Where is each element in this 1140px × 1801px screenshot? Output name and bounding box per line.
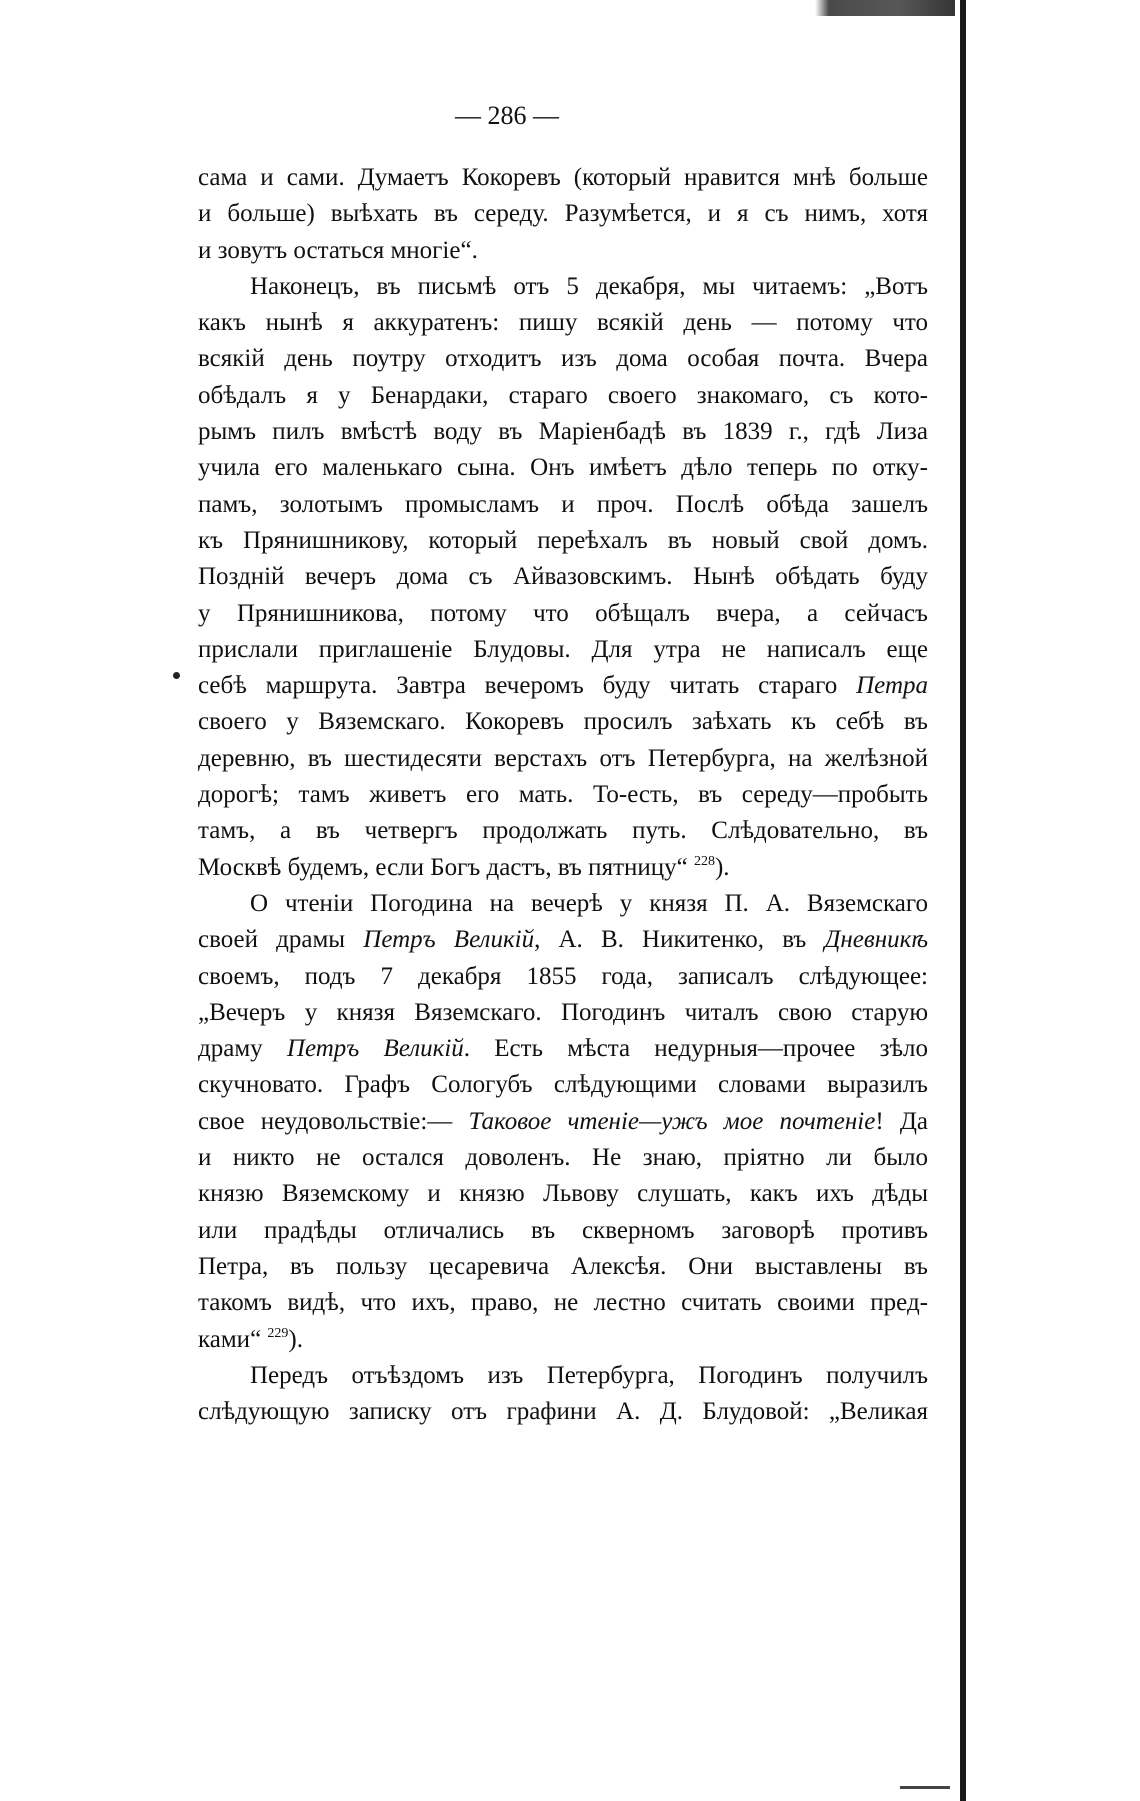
text-line [198, 668, 928, 704]
italic-diary: Дневникѣ [824, 926, 929, 954]
text-line: скучновато. Графъ Сологубъ слѣдующими словами выразилъ [198, 1071, 928, 1099]
text-segment: свое неудовольствіе:— [198, 1107, 469, 1135]
text-line: и больше) выѣхать въ середу. Разумѣется, и я съ нимъ, хотя [198, 200, 928, 228]
footnote-ref-228: 228 [693, 853, 715, 869]
text-line: и зовутъ остаться многіе“. [198, 236, 478, 264]
text-line: своего у Вяземскаго. Кокоревъ просилъ заѣхать къ себѣ въ [198, 708, 928, 736]
paragraph-2 [198, 269, 928, 886]
italic-title-petra: Петра [856, 672, 928, 700]
text-line: Передъ отъѣздомъ изъ Петербурга, Погодинъ получилъ [250, 1361, 928, 1389]
text-line: О чтеніи Погодина на вечерѣ у князя П. А. Вяземскаго [250, 889, 928, 917]
text-line: обѣдалъ я у Бенардаки, стараго своего знакомаго, съ кото- [198, 381, 928, 409]
text-line: сама и сами. Думаетъ Кокоревъ (который нравится мнѣ больше [198, 164, 928, 191]
text-line: дорогѣ; тамъ живетъ его мать. То-есть, въ середу—пробыть [198, 781, 928, 809]
text-segment: себѣ маршрута. Завтра вечеромъ буду читать стараго [198, 672, 857, 700]
text-line: Петра, въ пользу цесаревича Алексѣя. Они выставлены въ [198, 1252, 928, 1280]
text-line: или прадѣды отличались въ скверномъ заговорѣ противъ [198, 1216, 928, 1244]
text-line: и никто не остался доволенъ. Не знаю, пріятно ли было [198, 1144, 928, 1172]
text-line: у Прянишникова, потому что обѣщалъ вчера, а сейчасъ [198, 599, 928, 627]
italic-quote: Таковое чтеніе—ужъ мое почтеніе [468, 1107, 876, 1135]
paragraph-3 [198, 886, 928, 1358]
text-line: учила его маленькаго сына. Онъ имѣетъ дѣло теперь по отку- [198, 454, 928, 482]
scan-artifact-bottom [900, 1786, 950, 1789]
text-segment: ). [714, 853, 730, 881]
text-line: рымъ пилъ вмѣстѣ воду въ Маріенбадѣ въ 1839 г., гдѣ Лиза [198, 418, 928, 446]
body-text [198, 160, 928, 1430]
text-line [198, 1104, 928, 1140]
text-line: деревню, въ шестидесяти верстахъ отъ Петербурга, на желѣзной [198, 744, 928, 772]
margin-dot [173, 672, 180, 679]
text-line: своемъ, подъ 7 декабря 1855 года, записалъ слѣдующее: [198, 962, 928, 990]
text-line: слѣдующую записку отъ графини А. Д. Блудовой: „Великая [198, 1398, 928, 1426]
italic-drama-title: Петръ Великій [286, 1035, 464, 1063]
footnote-ref-229: 229 [267, 1325, 289, 1341]
italic-drama-title: Петръ Великій [363, 926, 535, 954]
text-line [198, 1322, 928, 1358]
text-line: Наконецъ, въ письмѣ отъ 5 декабря, мы читаемъ: „Вотъ [250, 272, 928, 300]
scan-artifact-top [815, 0, 955, 16]
text-segment: драму [198, 1035, 287, 1063]
text-segment: , А. В. Никитенко, въ [534, 926, 825, 954]
text-line: „Вечеръ у князя Вяземскаго. Погодинъ читалъ свою старую [198, 998, 928, 1026]
paragraph-4 [198, 1358, 928, 1431]
text-line: такомъ видѣ, что ихъ, право, не лестно считать своими пред- [198, 1289, 928, 1317]
text-segment: ). [288, 1325, 303, 1353]
text-segment: . Есть мѣста недурныя—прочее зѣло [463, 1035, 928, 1063]
text-line: памъ, золотымъ промысламъ и проч. Послѣ обѣда зашелъ [198, 490, 928, 518]
text-line: какъ нынѣ я аккуратенъ: пишу всякій день — потому что [198, 309, 928, 337]
text-line [198, 922, 928, 958]
text-segment: ками“ [198, 1325, 268, 1353]
text-line: къ Прянишникову, который переѣхалъ въ новый свой домъ. [198, 526, 928, 554]
page-number: — 286 — [455, 101, 559, 130]
text-segment: ! Да [875, 1107, 928, 1135]
text-segment: своей драмы [198, 926, 364, 954]
text-segment: Москвѣ будемъ, если Богъ дастъ, въ пятницу“ [198, 853, 694, 881]
text-line: тамъ, а въ четвергъ продолжать путь. Слѣдовательно, въ [198, 817, 928, 845]
text-line: князю Вяземскому и князю Львову слушать, какъ ихъ дѣды [198, 1180, 928, 1208]
page-edge [960, 0, 966, 1801]
text-line: прислали приглашеніе Блудовы. Для утра не написалъ еще [198, 635, 928, 663]
text-line [198, 1031, 928, 1067]
text-line [198, 850, 928, 886]
paragraph-1 [198, 160, 928, 269]
text-line: Поздній вечеръ дома съ Айвазовскимъ. Нынѣ обѣдать буду [198, 563, 928, 591]
text-line: всякій день поутру отходитъ изъ дома особая почта. Вчера [198, 345, 928, 373]
